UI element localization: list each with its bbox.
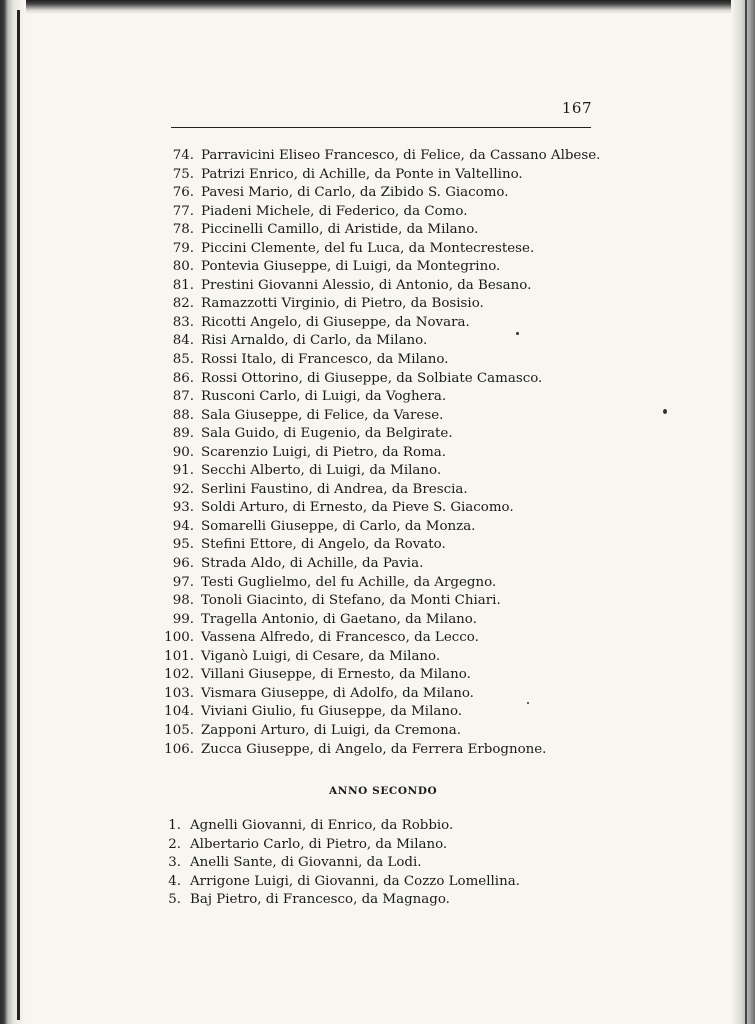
list-item-number: 106. [164,741,194,757]
list-item [0,332,755,351]
list-item-text: Rusconi Carlo, di Luigi, da Voghera. [201,389,447,405]
list-item-number: 102. [164,667,194,683]
list-item-number: 1. [168,818,181,833]
list-item [0,741,755,760]
list-item-number: 103. [164,685,194,701]
list-item-number: 98. [172,593,194,609]
list-item-number: 105. [164,722,194,738]
ink-speck [527,702,529,704]
list-item [0,407,755,426]
list-item-text: Somarelli Giuseppe, di Carlo, da Monza. [201,518,476,534]
list-item [0,891,755,910]
list-item-number: 76. [172,185,194,201]
list-item [0,499,755,518]
list-item-text: Sala Guido, di Eugenio, da Belgirate. [201,426,453,442]
list-item [0,258,755,277]
list-item-number: 80. [172,259,194,275]
list-item-text: Rossi Ottorino, di Giuseppe, da Solbiate Camasco. [201,370,543,386]
list-item-number: 87. [172,389,194,405]
list-item [0,685,755,704]
list-item-text: Pontevia Giuseppe, di Luigi, da Montegrino. [201,259,501,275]
list-item-text: Soldi Arturo, di Ernesto, da Pieve S. Giacomo. [201,500,514,516]
list-item-number: 75. [172,166,194,182]
list-item [0,277,755,296]
list-item-number: 3. [168,855,181,871]
list-item-text: Piccini Clemente, del fu Luca, da Montecrestese. [201,240,535,256]
list-item-number: 95. [172,537,194,553]
list-item-number: 2. [168,836,181,852]
page-number: 167 [561,99,592,117]
list-item-text: Piccinelli Camillo, di Aristide, da Milano. [201,222,479,238]
list-item-number: 5. [168,892,181,908]
list-item-number: 79. [172,240,194,256]
list-item [0,295,755,314]
list-item [0,555,755,574]
list-item-number: 94. [172,518,194,534]
list-item [0,722,755,741]
list-item [0,817,755,836]
list-item-text: Albertario Carlo, di Pietro, da Milano. [190,836,448,852]
list-item-number: 86. [172,370,194,386]
list-item-number: 93. [172,500,194,516]
list-item-text: Anelli Sante, di Giovanni, da Lodi. [190,855,422,871]
list-item-number: 89. [172,426,194,442]
list-item [0,203,755,222]
list-item [0,147,755,166]
list-item-number: 88. [172,407,194,423]
list-item-text: Secchi Alberto, di Luigi, da Milano. [201,463,442,479]
list-item-text: Tragella Antonio, di Gaetano, da Milano. [201,611,477,627]
list-item [0,184,755,203]
list-item-number: 74. [172,148,194,163]
list-item-text: Baj Pietro, di Francesco, da Magnago. [190,892,450,908]
list-item-number: 99. [172,611,194,627]
list-item-number: 4. [168,873,181,889]
list-item [0,444,755,463]
list-item-text: Strada Aldo, di Achille, da Pavia. [201,556,424,572]
list-item-text: Vassena Alfredo, di Francesco, da Lecco. [201,630,479,646]
list-item [0,629,755,648]
list-item-number: 96. [172,556,194,572]
list-item-text: Ricotti Angelo, di Giuseppe, da Novara. [201,314,470,330]
list-item [0,873,755,892]
list-item-text: Sala Giuseppe, di Felice, da Varese. [201,407,444,423]
list-item-number: 90. [172,444,194,460]
list-item [0,462,755,481]
list-item-number: 84. [172,333,194,349]
list-item-text: Stefini Ettore, di Angelo, da Rovato. [201,537,446,553]
student-list-second-year [0,817,755,910]
list-item-text: Viviani Giulio, fu Giuseppe, da Milano. [201,704,463,720]
list-item [0,314,755,333]
list-item-text: Villani Giuseppe, di Ernesto, da Milano. [201,667,471,683]
list-item-number: 85. [172,352,194,368]
page-top-edge [0,0,755,14]
list-item [0,221,755,240]
list-item-text: Zucca Giuseppe, di Angelo, da Ferrera Erbognone. [201,741,547,757]
list-item-number: 77. [172,203,194,219]
list-item-number: 101. [164,648,194,664]
list-item-text: Arrigone Luigi, di Giovanni, da Cozzo Lomellina. [190,873,520,889]
list-item [0,648,755,667]
list-item-number: 78. [172,222,194,238]
list-item [0,388,755,407]
list-item [0,703,755,722]
header-rule [171,127,591,128]
list-item [0,836,755,855]
list-item [0,166,755,185]
list-item [0,666,755,685]
ink-speck [663,409,667,414]
list-item-text: Vismara Giuseppe, di Adolfo, da Milano. [201,685,474,701]
list-item [0,351,755,370]
list-item-text: Prestini Giovanni Alessio, di Antonio, da Besano. [201,277,532,293]
list-item-text: Piadeni Michele, di Federico, da Como. [201,203,468,219]
list-item [0,240,755,259]
list-item [0,536,755,555]
list-item-number: 82. [172,296,194,312]
section-heading-text: ANNO SECONDO [329,785,438,797]
list-item-text: Serlini Faustino, di Andrea, da Brescia. [201,481,468,497]
list-item-text: Rossi Italo, di Francesco, da Milano. [201,352,449,368]
list-item-number: 91. [172,463,194,479]
list-item-number: 83. [172,314,194,330]
list-item-text: Risi Arnaldo, di Carlo, da Milano. [201,333,428,349]
list-item-text: Tonoli Giacinto, di Stefano, da Monti Chiari. [201,593,501,609]
list-item [0,370,755,389]
list-item-text: Pavesi Mario, di Carlo, da Zibido S. Giacomo. [201,185,509,201]
list-item-text: Zapponi Arturo, di Luigi, da Cremona. [201,722,461,738]
list-item-text: Viganò Luigi, di Cesare, da Milano. [201,648,441,664]
list-item [0,574,755,593]
list-item-number: 97. [172,574,194,590]
list-item [0,592,755,611]
student-list-first-year [0,147,755,759]
list-item-text: Scarenzio Luigi, di Pietro, da Roma. [201,444,447,460]
ink-speck [516,332,519,335]
list-item [0,611,755,630]
list-item-number: 92. [172,481,194,497]
list-item-number: 81. [172,277,194,293]
list-item-text: Patrizi Enrico, di Achille, da Ponte in Valtellino. [201,166,523,182]
list-item [0,854,755,873]
list-item-number: 100. [164,630,194,646]
list-item [0,518,755,537]
list-item-text: Parravicini Eliseo Francesco, di Felice, da Cassano Albese. [201,148,601,163]
list-item-text: Agnelli Giovanni, di Enrico, da Robbio. [190,818,454,833]
list-item-text: Testi Guglielmo, del fu Achille, da Argegno. [201,574,497,590]
list-item [0,481,755,500]
list-item [0,425,755,444]
list-item-number: 104. [164,704,194,720]
list-item-text: Ramazzotti Virginio, di Pietro, da Bosisio. [201,296,484,312]
